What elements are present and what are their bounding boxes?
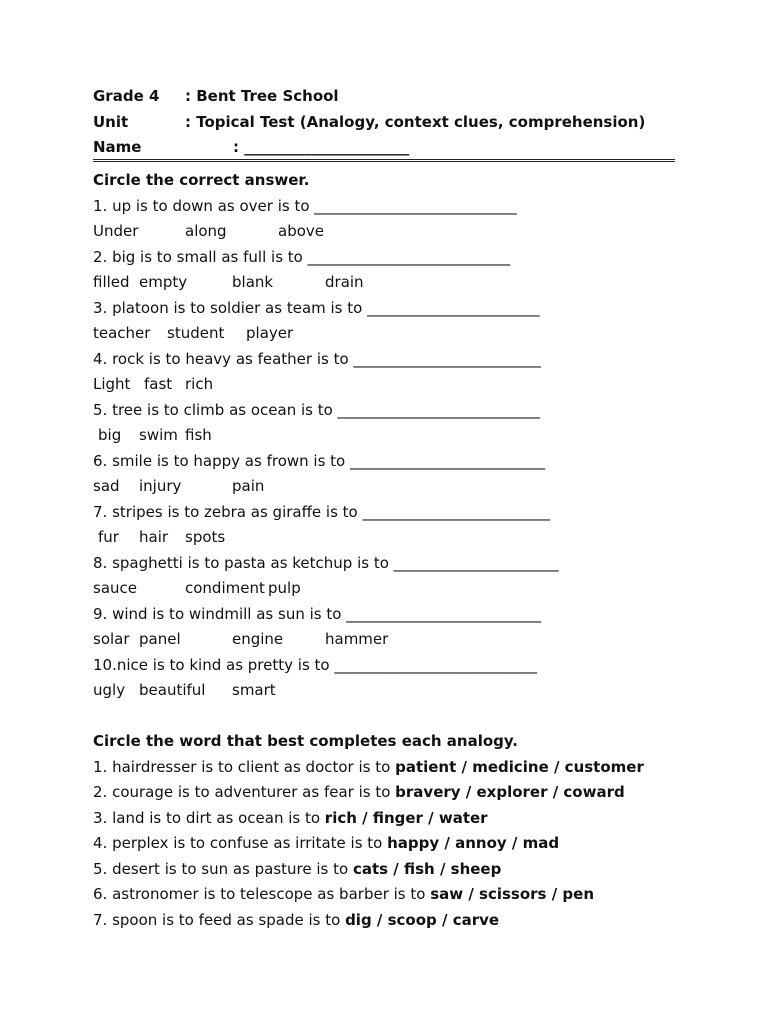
answer-option[interactable]: fast	[144, 375, 173, 393]
answer-option[interactable]: rich	[185, 375, 214, 393]
analogy-1	[93, 755, 675, 781]
unit-value: : Topical Test (Analogy, context clues, comprehension)	[185, 112, 646, 131]
analogy-prompt: 2. courage is to adventurer as fear is to	[93, 783, 396, 801]
unit-row	[93, 110, 675, 136]
question-2: 2. big is to small as full is to ___________________________	[93, 247, 511, 266]
analogy-prompt: 7. spoon is to feed as spade is to	[93, 910, 346, 929]
answer-option[interactable]: spots	[185, 528, 226, 546]
worksheet	[93, 84, 675, 933]
analogy-2	[93, 780, 675, 806]
answer-options-5	[93, 423, 675, 449]
name-label: Name	[93, 138, 142, 156]
answer-options-1	[93, 219, 675, 245]
question-5: 5. tree is to climb as ocean is to ___________________________	[93, 400, 541, 419]
section1-title: Circle the correct answer.	[93, 171, 310, 189]
answer-options-10	[93, 678, 675, 704]
analogy-5	[93, 857, 675, 883]
answer-option[interactable]: Light	[93, 375, 131, 393]
section1-items	[93, 194, 675, 704]
analogy-choices[interactable]: rich / finger / water	[324, 808, 488, 827]
analogy-prompt: 4. perplex is to confuse as irritate is to	[93, 834, 388, 852]
analogy-3	[93, 806, 675, 832]
grade-value: : Bent Tree School	[185, 87, 339, 105]
analogy-7	[93, 908, 675, 934]
answer-option[interactable]: swim	[139, 426, 178, 444]
analogy-prompt: 5. desert is to sun as pasture is to	[93, 859, 353, 878]
answer-options-8	[93, 576, 675, 602]
answer-option[interactable]: sauce	[93, 579, 137, 597]
analogy-prompt: 3. land is to dirt as ocean is to	[93, 808, 325, 827]
analogy-6	[93, 882, 675, 908]
answer-option[interactable]: student	[167, 324, 225, 342]
answer-option[interactable]: pulp	[268, 579, 301, 597]
question-6: 6. smile is to happy as frown is to __________________________	[93, 451, 545, 470]
answer-option[interactable]: big	[98, 426, 122, 444]
question-8: 8. spaghetti is to pasta as ketchup is to ______________________	[93, 553, 559, 572]
answer-option[interactable]: beautiful	[139, 681, 206, 699]
answer-option[interactable]: fish	[185, 426, 212, 444]
answer-option[interactable]: panel	[139, 630, 181, 648]
answer-options-2	[93, 270, 675, 296]
answer-option[interactable]: fur	[98, 528, 119, 546]
answer-options-6	[93, 474, 675, 500]
answer-option[interactable]: drain	[325, 273, 364, 291]
name-row	[93, 135, 675, 162]
answer-option[interactable]: Under	[93, 222, 139, 240]
analogy-choices[interactable]: happy / annoy / mad	[387, 834, 560, 852]
question-3: 3. platoon is to soldier as team is to _______________________	[93, 298, 540, 317]
grade-label: Grade 4	[93, 87, 160, 105]
answer-option[interactable]: engine	[232, 630, 284, 648]
answer-options-7	[93, 525, 675, 551]
name-field[interactable]: : ______________________	[233, 138, 410, 156]
grade-row	[93, 84, 675, 110]
answer-option[interactable]: along	[185, 222, 227, 240]
analogy-choices[interactable]: dig / scoop / carve	[345, 910, 500, 929]
analogy-choices[interactable]: cats / fish / sheep	[352, 859, 502, 878]
answer-option[interactable]: smart	[232, 681, 276, 699]
analogy-choices[interactable]: saw / scissors / pen	[430, 885, 594, 903]
answer-option[interactable]: above	[278, 222, 324, 240]
section2-title: Circle the word that best completes each analogy.	[93, 732, 519, 750]
analogy-choices[interactable]: bravery / explorer / coward	[395, 783, 625, 801]
answer-options-4	[93, 372, 675, 398]
answer-option[interactable]: player	[246, 324, 294, 342]
answer-options-9	[93, 627, 675, 653]
analogy-4	[93, 831, 675, 857]
answer-option[interactable]: hammer	[325, 630, 389, 648]
question-1: 1. up is to down as over is to ___________________________	[93, 196, 517, 215]
question-4: 4. rock is to heavy as feather is to _________________________	[93, 349, 541, 368]
answer-option[interactable]: injury	[139, 477, 182, 495]
section-spacer	[93, 704, 675, 730]
unit-label: Unit	[93, 112, 129, 131]
question-7: 7. stripes is to zebra as giraffe is to _________________________	[93, 502, 551, 521]
analogy-prompt: 6. astronomer is to telescope as barber is to	[93, 885, 431, 903]
answer-option[interactable]: teacher	[93, 324, 151, 342]
answer-option[interactable]: filled	[93, 273, 130, 291]
answer-option[interactable]: condiment	[185, 579, 265, 597]
answer-option[interactable]: ugly	[93, 681, 126, 699]
answer-option[interactable]: empty	[139, 273, 188, 291]
section2-items	[93, 755, 675, 934]
question-9: 9. wind is to windmill as sun is to __________________________	[93, 604, 542, 623]
analogy-prompt: 1. hairdresser is to client as doctor is to	[93, 757, 396, 776]
answer-option[interactable]: sad	[93, 477, 120, 495]
question-10: 10.nice is to kind as pretty is to ___________________________	[93, 655, 537, 674]
answer-option[interactable]: blank	[232, 273, 274, 291]
answer-option[interactable]: solar	[93, 630, 130, 648]
answer-option[interactable]: hair	[139, 528, 169, 546]
analogy-choices[interactable]: patient / medicine / customer	[395, 757, 644, 776]
answer-option[interactable]: pain	[232, 477, 265, 495]
answer-options-3	[93, 321, 675, 347]
